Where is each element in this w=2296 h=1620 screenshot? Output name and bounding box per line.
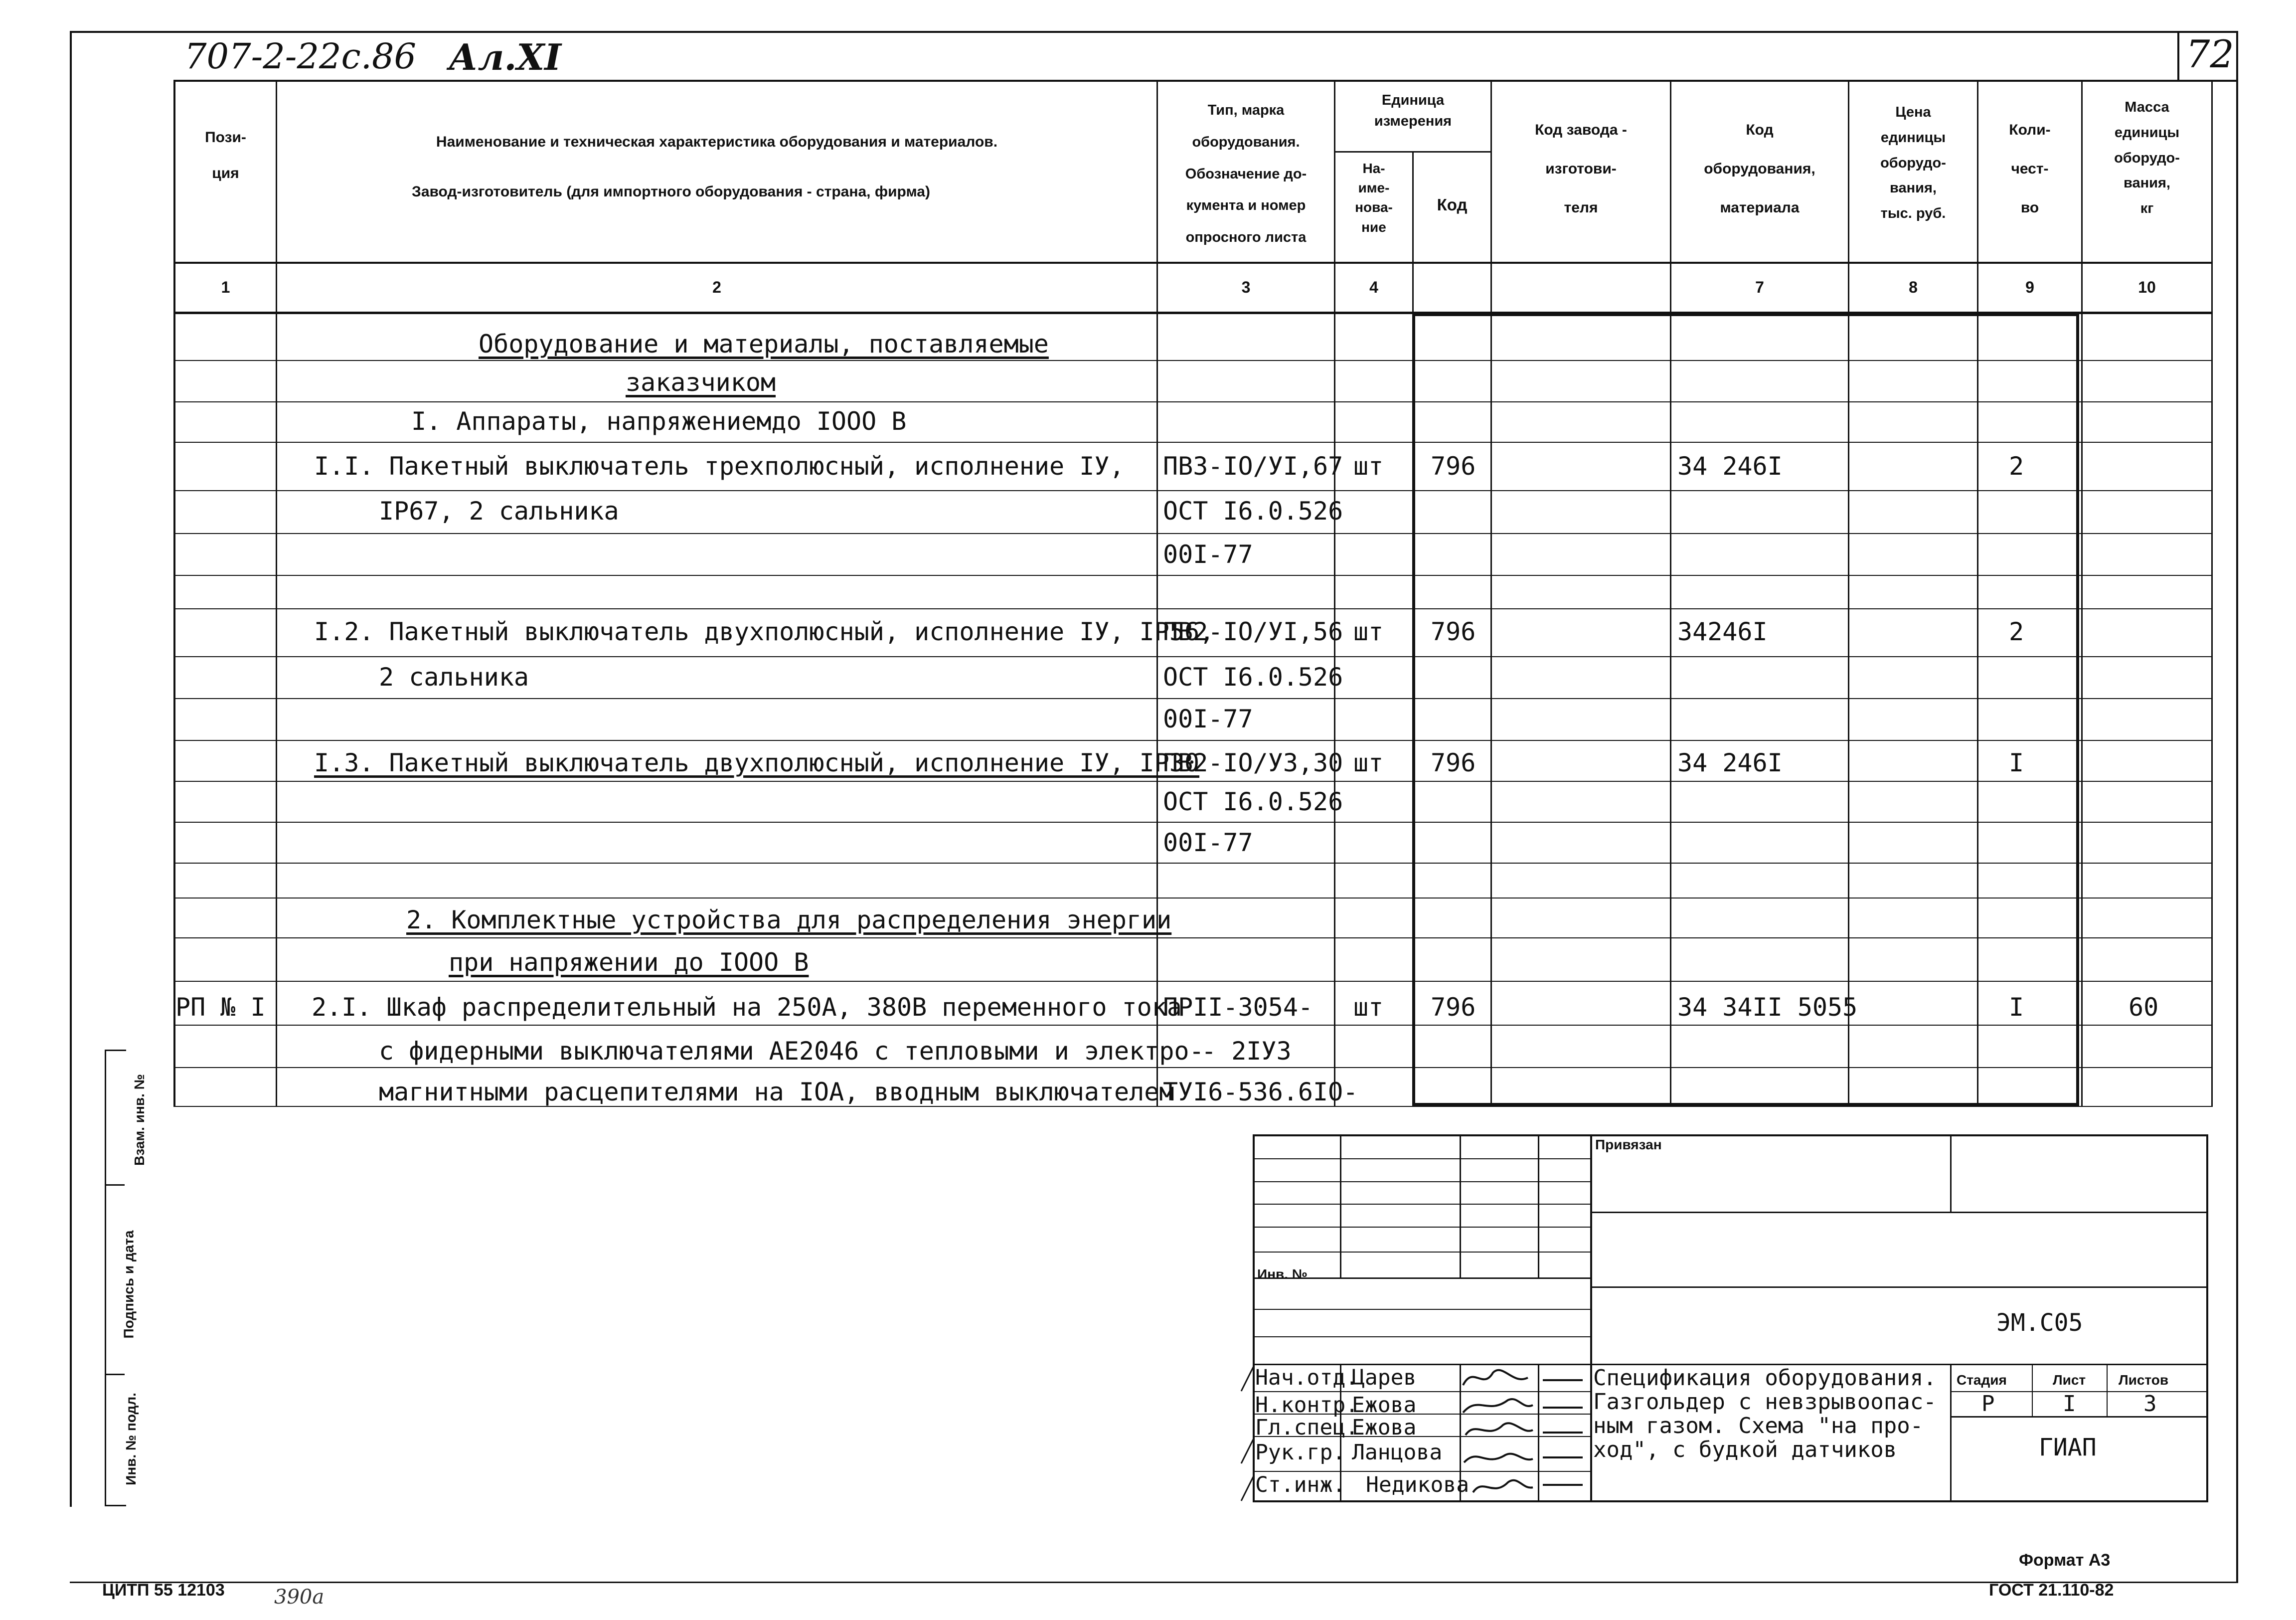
stamp-vline bbox=[1590, 1134, 1592, 1502]
stamp-sheet-label: Лист bbox=[2053, 1372, 2086, 1388]
stamp-title-3: ным газом. Схема "на про- bbox=[1593, 1413, 1924, 1439]
col-header-position: Пози- ция bbox=[205, 129, 246, 181]
stamp-role-1: Нач.отд. bbox=[1255, 1365, 1359, 1390]
col-number-8: 8 bbox=[1909, 278, 1918, 296]
stamp-doc-mark: ЭМ.С05 bbox=[1996, 1309, 2083, 1337]
album-label: Ал.XI bbox=[449, 36, 561, 78]
row-line bbox=[173, 575, 2212, 576]
item-1-2-type-c: 00I-77 bbox=[1163, 705, 1253, 733]
group-2-title-a: 2. Комплектные устройства для распределения энергии bbox=[406, 905, 1172, 934]
row-line bbox=[173, 863, 2212, 864]
col-line-9 bbox=[2081, 80, 2083, 1107]
stamp-right-vline bbox=[1950, 1134, 1952, 1212]
section-title-line-2: заказчиком bbox=[626, 368, 776, 397]
item-2-1-name-a: 2.I. Шкаф распределительный на 250А, 380В переменного тока bbox=[312, 993, 1182, 1022]
frame-bottom bbox=[70, 1582, 2238, 1583]
group-1-title: I. Аппараты, напряжениемдо IOOO В bbox=[411, 407, 907, 436]
stamp-vline bbox=[1340, 1134, 1341, 1279]
stamp-hline bbox=[1253, 1158, 1590, 1159]
item-1-3-qty: I bbox=[2009, 748, 2024, 777]
margin-field-inventory: Инв. № подл. bbox=[123, 1393, 139, 1485]
col-header-unit-name: На- име- нова- ние bbox=[1355, 161, 1393, 235]
item-1-2-type-a: ПВ2-IO/УI,56 bbox=[1163, 617, 1343, 646]
stamp-right-vline bbox=[1950, 1364, 1952, 1502]
signature-marks bbox=[1458, 1365, 1590, 1500]
stamp-vline bbox=[1460, 1134, 1461, 1279]
item-2-1-qty: I bbox=[2009, 993, 2024, 1022]
row-line bbox=[173, 981, 2212, 982]
item-1-3-name-a: I.3. Пакетный выключатель двухполюсный, исполнение IУ, IP30 bbox=[314, 748, 1200, 777]
stamp-hline bbox=[1253, 1204, 1590, 1205]
date-marks bbox=[1543, 1380, 1583, 1485]
item-1-2-unit: шт bbox=[1353, 617, 1384, 646]
col-header-equipment-code: Код оборудования, материала bbox=[1704, 122, 1815, 216]
col-header-name-1: Наименование и техническая характеристика оборудования и материалов. bbox=[436, 134, 998, 150]
row-line bbox=[173, 698, 2212, 699]
stamp-hline bbox=[1253, 1252, 1590, 1253]
signature-4 bbox=[1464, 1454, 1533, 1462]
row-line bbox=[173, 490, 2212, 491]
stamp-title-2: Газгольдер с невзрывоопас- bbox=[1593, 1389, 1937, 1415]
item-1-2-qty: 2 bbox=[2009, 617, 2024, 646]
stamp-hline bbox=[1253, 1309, 1590, 1310]
stamp-role-4: Рук.гр. bbox=[1255, 1440, 1346, 1465]
item-1-1-qty: 2 bbox=[2009, 452, 2024, 481]
item-1-2-type-b: ОСТ I6.0.526 bbox=[1163, 663, 1343, 692]
signature-2 bbox=[1463, 1399, 1533, 1413]
row-line bbox=[173, 898, 2212, 899]
frame-left bbox=[70, 31, 72, 1507]
stamp-title-1: Спецификация оборудования. bbox=[1593, 1365, 1937, 1391]
item-1-1-name-a: I.I. Пакетный выключатель трехполюсный, исполнение IУ, bbox=[314, 452, 1125, 481]
item-2-1-name-b: с фидерными выключателями АЕ2046 с тепловыми и электро- bbox=[379, 1037, 1204, 1066]
stamp-name-3: Ежова bbox=[1352, 1415, 1417, 1440]
group-2-title-b: при напряжении до IOOO В bbox=[449, 948, 809, 977]
table-top-line bbox=[173, 80, 2212, 82]
item-2-1-type-c: ТУI6-536.6IO- bbox=[1163, 1078, 1358, 1106]
col-header-unit-group: Единица измерения bbox=[1374, 92, 1452, 130]
row-line bbox=[173, 822, 2212, 823]
stamp-role-5: Ст.инж. bbox=[1255, 1472, 1346, 1497]
header-bottom-line bbox=[173, 262, 2212, 264]
row-line bbox=[173, 608, 2212, 609]
stamp-sheets-label: Листов bbox=[2119, 1372, 2169, 1388]
item-1-2-code: 34246I bbox=[1677, 617, 1768, 646]
item-1-1-unit-code: 796 bbox=[1431, 452, 1476, 481]
col-header-quantity: Коли- чест- во bbox=[2009, 122, 2051, 216]
col-number-10: 10 bbox=[2138, 278, 2156, 296]
col-line-10 bbox=[2211, 80, 2213, 1107]
frame-right bbox=[2236, 31, 2238, 1582]
item-1-1-unit: шт bbox=[1353, 452, 1384, 481]
stamp-title-4: ход", с будкой датчиков bbox=[1593, 1437, 1897, 1462]
item-1-3-unit-code: 796 bbox=[1431, 748, 1476, 777]
col-line-1 bbox=[276, 80, 277, 1107]
stamp-inv-no: Инв. № bbox=[1257, 1266, 1308, 1282]
item-1-3-type-b: ОСТ I6.0.526 bbox=[1163, 787, 1343, 816]
item-2-1-code: 34 34II 5055 bbox=[1677, 993, 1858, 1022]
doc-code: 707-2-22с.86 bbox=[184, 36, 417, 77]
stamp-hline bbox=[1253, 1336, 1590, 1337]
item-1-3-type-c: 00I-77 bbox=[1163, 828, 1253, 857]
stamp-slash-marks bbox=[1236, 1364, 1256, 1503]
col-number-1: 1 bbox=[221, 278, 230, 296]
row-line bbox=[173, 401, 2212, 402]
footer-format: Формат А3 bbox=[2019, 1551, 2111, 1570]
row-line bbox=[173, 442, 2212, 443]
col-header-mass: Масса единицы оборудо- вания, кг bbox=[2114, 99, 2180, 216]
col-header-unit-code: Код bbox=[1437, 195, 1468, 214]
item-1-2-unit-code: 796 bbox=[1431, 617, 1476, 646]
stamp-right-vline bbox=[2107, 1364, 2108, 1416]
item-1-1-type-a: ПВЗ-IO/УI,67 bbox=[1163, 452, 1343, 481]
stamp-vline bbox=[1538, 1134, 1539, 1279]
row-line bbox=[173, 937, 2212, 938]
margin-field-signature: Подпись и дата bbox=[121, 1230, 137, 1339]
inner-block-border bbox=[1412, 313, 2079, 1106]
item-2-1-type-b: - 2IУЗ bbox=[1201, 1037, 1292, 1066]
stamp-role-2: Н.контр. bbox=[1255, 1393, 1359, 1418]
item-1-1-type-c: 00I-77 bbox=[1163, 540, 1253, 569]
stamp-name-5: Недикова bbox=[1366, 1472, 1470, 1497]
row-line bbox=[173, 1067, 2212, 1068]
item-1-3-code: 34 246I bbox=[1677, 748, 1783, 777]
stamp-sheets: 3 bbox=[2143, 1391, 2157, 1417]
item-1-2-name-a: I.2. Пакетный выключатель двухполюсный, исполнение IУ, IP56, bbox=[314, 617, 1215, 646]
stamp-privyazan: Привязан bbox=[1595, 1137, 1662, 1152]
item-1-1-type-b: ОСТ I6.0.526 bbox=[1163, 497, 1343, 526]
margin-strip-divider bbox=[105, 1184, 125, 1186]
signature-1 bbox=[1463, 1370, 1528, 1385]
item-1-1-code: 34 246I bbox=[1677, 452, 1783, 481]
item-2-1-position: РП № I bbox=[175, 993, 266, 1022]
frame-top bbox=[70, 31, 2236, 33]
item-1-1-name-b: IP67, 2 сальника bbox=[379, 497, 619, 526]
col-number-9: 9 bbox=[2025, 278, 2034, 296]
margin-field-replace: Взам. инв. № bbox=[131, 1074, 147, 1166]
item-2-1-unit: шт bbox=[1353, 993, 1384, 1022]
col-number-3: 3 bbox=[1241, 278, 1251, 296]
sheet-number: 72 bbox=[2186, 32, 2234, 76]
col-number-2: 2 bbox=[712, 278, 721, 296]
stamp-name-1: Царев bbox=[1352, 1365, 1417, 1390]
stamp-stage-label: Стадия bbox=[1957, 1372, 2007, 1388]
signature-3 bbox=[1466, 1423, 1533, 1435]
stamp-right-vline bbox=[2032, 1364, 2033, 1416]
stamp-right-hline bbox=[1590, 1212, 2208, 1213]
col-header-factory-code: Код завода - изготови- теля bbox=[1535, 122, 1627, 216]
item-2-1-mass: 60 bbox=[2129, 993, 2159, 1022]
col-header-name-2: Завод-изготовитель (для импортного оборудования - страна, фирма) bbox=[412, 183, 930, 200]
item-2-1-unit-code: 796 bbox=[1431, 993, 1476, 1022]
row-line bbox=[173, 360, 2212, 361]
stamp-hline bbox=[1253, 1181, 1590, 1182]
col-header-type: Тип, марка оборудования. Обозначение до- кумента и номер опросного листа bbox=[1185, 102, 1307, 246]
stamp-right-hline bbox=[1590, 1286, 2208, 1288]
stamp-stage: Р bbox=[1981, 1391, 1995, 1417]
item-1-3-unit: шт bbox=[1353, 748, 1384, 777]
stamp-sheet: I bbox=[2063, 1391, 2076, 1417]
col-line-0 bbox=[173, 80, 175, 1107]
item-1-3-type-a: ПВ2-IO/УЗ,30 bbox=[1163, 748, 1343, 777]
col-number-7: 7 bbox=[1755, 278, 1764, 296]
row-line bbox=[173, 656, 2212, 657]
row-line bbox=[173, 740, 2212, 741]
footer-left-code: ЦИТП 55 12103 bbox=[102, 1581, 225, 1600]
row-line bbox=[173, 781, 2212, 782]
row-line bbox=[173, 533, 2212, 534]
stamp-hline bbox=[1253, 1227, 1590, 1228]
col-number-4: 4 bbox=[1369, 278, 1378, 296]
row-line bbox=[173, 1025, 2212, 1026]
item-2-1-name-c: магнитными расцепителями на IOA, вводным выключателем bbox=[379, 1078, 1174, 1106]
section-title-line-1: Оборудование и материалы, поставляемые bbox=[479, 330, 1049, 359]
footer-gost: ГОСТ 21.110-82 bbox=[1989, 1581, 2114, 1600]
signature-5 bbox=[1473, 1480, 1533, 1492]
margin-strip-divider bbox=[105, 1374, 125, 1375]
footer-handwritten-number: 390а bbox=[274, 1586, 325, 1609]
stamp-name-4: Ланцова bbox=[1352, 1440, 1443, 1465]
stamp-organization: ГИАП bbox=[2039, 1434, 2097, 1461]
item-1-2-name-b: 2 сальника bbox=[379, 663, 529, 692]
item-2-1-type-a: ПРII-3054- bbox=[1163, 993, 1313, 1022]
col-header-price: Цена единицы оборудо- вания, тыс. руб. bbox=[1880, 104, 1946, 221]
stamp-role-3: Гл.спец. bbox=[1255, 1415, 1359, 1440]
stamp-name-2: Ежова bbox=[1352, 1393, 1417, 1418]
